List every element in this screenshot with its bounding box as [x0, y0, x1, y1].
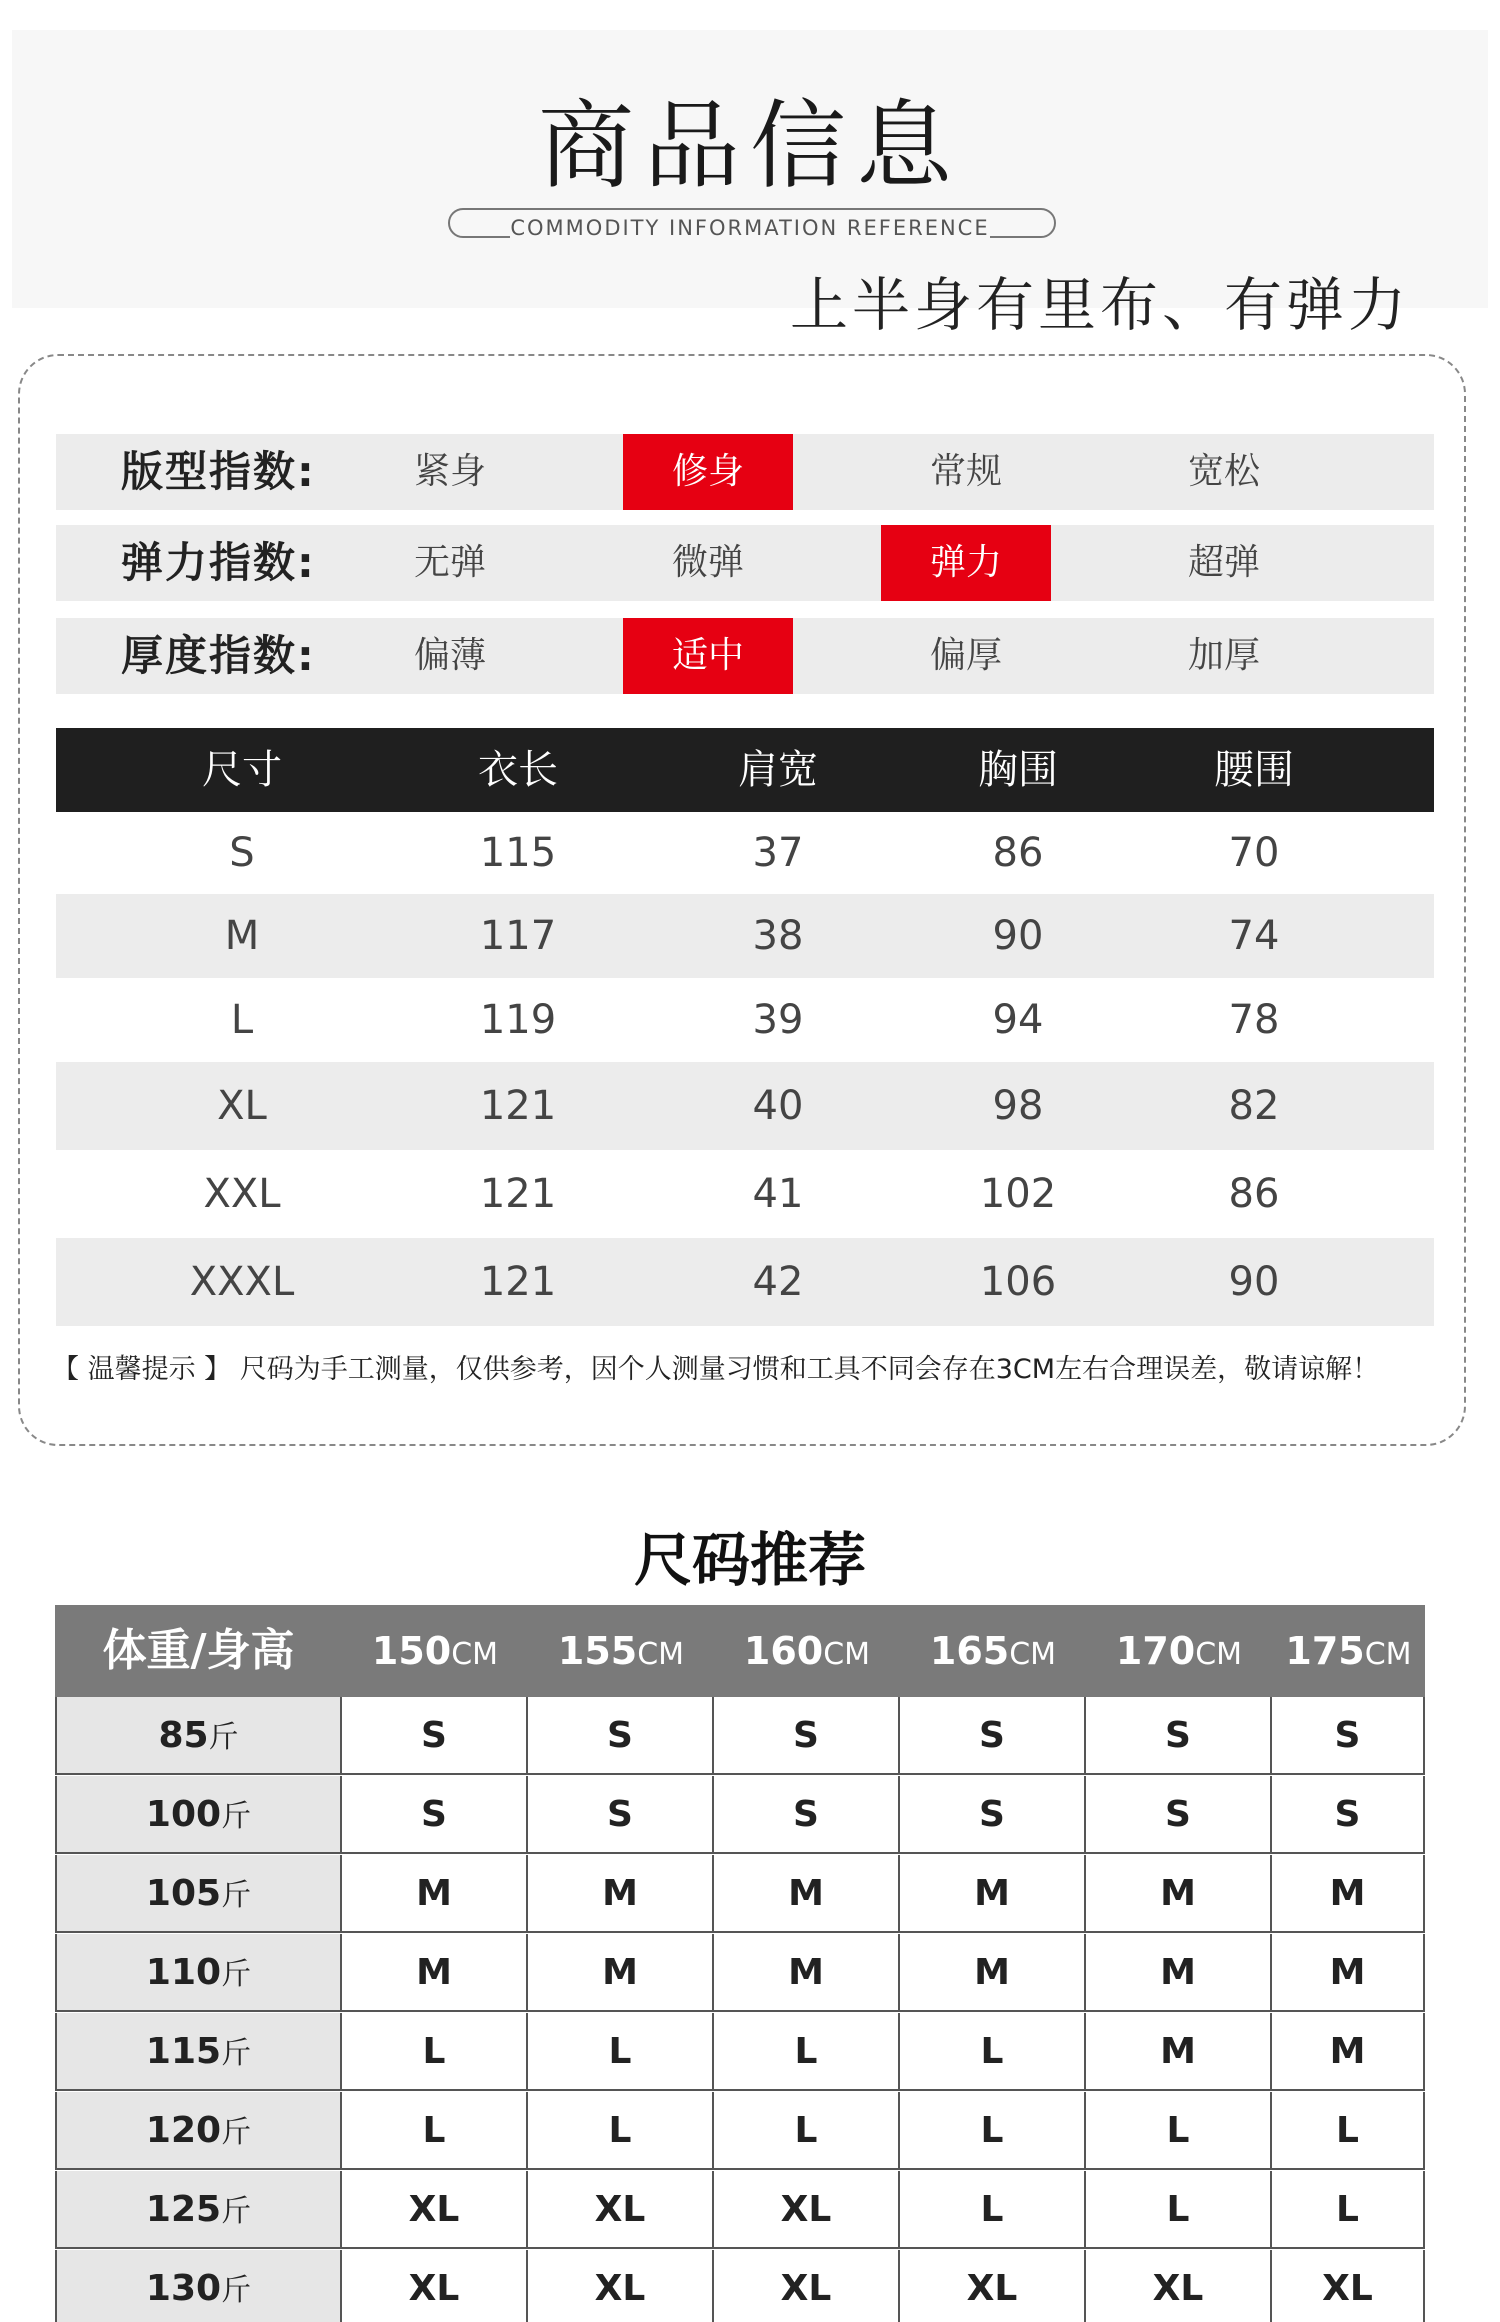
height-header [714, 1605, 900, 1697]
size-cell: XL [217, 1083, 267, 1129]
size-cell: 82 [1228, 1083, 1280, 1129]
recommend-size-cell: M [1272, 1855, 1425, 1933]
size-header-cell: 肩宽 [738, 747, 818, 793]
size-row [56, 1238, 1434, 1326]
height-unit: CM [1195, 1637, 1243, 1672]
size-cell: 117 [479, 913, 557, 959]
size-cell: 38 [752, 913, 804, 959]
recommend-size-cell: S [528, 1776, 714, 1854]
size-cell: M [224, 913, 260, 959]
index-option: 加厚 [1187, 635, 1260, 676]
recommend-size-cell: XL [714, 2250, 900, 2322]
weight-unit: 斤 [221, 2194, 252, 2229]
recommend-table [55, 1605, 1425, 2322]
index-option: 宽松 [1187, 451, 1260, 492]
size-cell: 90 [992, 913, 1044, 959]
feature-text: 上半身有里布、有弹力 [789, 271, 1410, 339]
size-cell: 86 [992, 830, 1044, 876]
index-option: 超弹 [1187, 542, 1260, 583]
weight-value: 100 [145, 1794, 222, 1835]
measurement-tip: 【 温馨提示 】 尺码为手工测量，仅供参考，因个人测量习惯和工具不同会存在3CM左右合理误差，敬请谅解！ [52, 1354, 1380, 1385]
weight-value: 110 [145, 1952, 222, 1993]
recommend-size-cell: L [528, 2092, 714, 2170]
recommend-size-cell: S [1086, 1776, 1272, 1854]
size-cell: 94 [992, 997, 1044, 1043]
size-cell: XXL [203, 1171, 281, 1217]
weight-value: 120 [145, 2110, 222, 2151]
size-header-cell: 尺寸 [202, 747, 282, 793]
weight-unit: 斤 [221, 1957, 252, 1992]
size-cell: 74 [1228, 913, 1280, 959]
size-cell: 121 [479, 1259, 557, 1305]
size-table-header [56, 728, 1434, 812]
recommend-row [55, 2092, 1425, 2170]
recommend-size-cell: M [1086, 1855, 1272, 1933]
index-option: 微弹 [671, 542, 744, 583]
size-cell: 70 [1228, 830, 1280, 876]
size-header-cell: 衣长 [478, 747, 558, 793]
recommend-size-cell: L [714, 2013, 900, 2091]
weight-value: 105 [145, 1873, 222, 1914]
height-value: 165 [929, 1629, 1010, 1673]
weight-value: 115 [145, 2031, 222, 2072]
weight-cell [55, 2013, 342, 2091]
recommend-row [55, 1934, 1425, 2012]
height-value: 150 [371, 1629, 452, 1673]
size-row [56, 1150, 1434, 1238]
size-header-cell: 胸围 [978, 747, 1058, 793]
height-unit: CM [451, 1637, 499, 1672]
recommend-corner-label: 体重/身高 [102, 1625, 295, 1676]
recommend-size-cell: L [1086, 2171, 1272, 2249]
weight-cell [55, 2092, 342, 2170]
recommend-size-cell: M [1272, 1934, 1425, 2012]
recommend-size-cell: S [342, 1776, 528, 1854]
page-subtitle: COMMODITY INFORMATION REFERENCE [510, 216, 990, 240]
recommend-size-cell: XL [1272, 2250, 1425, 2322]
recommend-size-cell: L [900, 2171, 1086, 2249]
size-cell: 90 [1228, 1259, 1280, 1305]
weight-value: 125 [145, 2189, 222, 2230]
recommend-row [55, 1776, 1425, 1854]
size-row [56, 812, 1434, 894]
recommend-size-cell: XL [342, 2250, 528, 2322]
index-option: 弹力 [881, 525, 1051, 601]
recommend-title: 尺码推荐 [633, 1526, 866, 1594]
height-value: 175 [1285, 1629, 1365, 1673]
index-option: 无弹 [413, 542, 486, 583]
recommend-size-cell: XL [714, 2171, 900, 2249]
weight-unit: 斤 [221, 2273, 252, 2308]
height-value: 160 [743, 1629, 824, 1673]
recommend-size-cell: S [714, 1776, 900, 1854]
recommend-size-cell: M [900, 1855, 1086, 1933]
recommend-size-cell: S [714, 1697, 900, 1775]
recommend-row [55, 2250, 1425, 2322]
size-cell: 86 [1228, 1171, 1280, 1217]
size-cell: 106 [979, 1259, 1057, 1305]
recommend-size-cell: L [900, 2092, 1086, 2170]
weight-cell [55, 2171, 342, 2249]
recommend-size-cell: M [342, 1934, 528, 2012]
index-label: 版型指数: [121, 447, 316, 496]
page-title: 商品信息 [538, 90, 962, 202]
subtitle-capsule [448, 208, 1060, 240]
weight-cell [55, 1855, 342, 1933]
weight-unit: 斤 [221, 1799, 252, 1834]
size-row [56, 1062, 1434, 1150]
recommend-size-cell: S [1086, 1697, 1272, 1775]
index-label: 弹力指数: [121, 538, 316, 587]
recommend-size-cell: M [528, 1855, 714, 1933]
height-value: 155 [557, 1629, 638, 1673]
size-cell: 39 [752, 997, 804, 1043]
size-cell: 37 [752, 830, 804, 876]
recommend-size-cell: L [528, 2013, 714, 2091]
recommend-size-cell: L [342, 2013, 528, 2091]
size-row [56, 978, 1434, 1062]
recommend-size-cell: M [900, 1934, 1086, 2012]
recommend-size-cell: S [528, 1697, 714, 1775]
height-header [900, 1605, 1086, 1697]
recommend-size-cell: M [714, 1934, 900, 2012]
weight-value: 85 [158, 1715, 209, 1756]
recommend-row [55, 1855, 1425, 1933]
weight-unit: 斤 [221, 2036, 252, 2071]
size-cell: 121 [479, 1083, 557, 1129]
recommend-size-cell: L [1086, 2092, 1272, 2170]
size-cell: 98 [992, 1083, 1044, 1129]
height-unit: CM [637, 1637, 685, 1672]
size-cell: 121 [479, 1171, 557, 1217]
index-option: 紧身 [413, 451, 486, 492]
size-cell: XXXL [189, 1259, 295, 1305]
size-header-cell: 腰围 [1214, 747, 1294, 793]
height-header [1086, 1605, 1272, 1697]
weight-unit: 斤 [208, 1720, 239, 1755]
recommend-size-cell: XL [528, 2171, 714, 2249]
height-unit: CM [1009, 1637, 1057, 1672]
height-unit: CM [1364, 1637, 1412, 1672]
weight-value: 130 [145, 2268, 222, 2309]
recommend-size-cell: XL [1086, 2250, 1272, 2322]
recommend-size-cell: S [900, 1697, 1086, 1775]
recommend-size-cell: S [1272, 1697, 1425, 1775]
size-cell: 115 [479, 830, 557, 876]
recommend-size-cell: L [900, 2013, 1086, 2091]
index-option: 偏厚 [929, 635, 1002, 676]
index-label: 厚度指数: [121, 631, 316, 680]
recommend-header [55, 1605, 1425, 1697]
size-cell: 42 [752, 1259, 804, 1305]
size-cell: 41 [752, 1171, 804, 1217]
index-option: 修身 [623, 434, 793, 510]
index-row [56, 525, 1434, 601]
index-option: 适中 [623, 618, 793, 694]
recommend-row [55, 2171, 1425, 2249]
weight-cell [55, 1697, 342, 1775]
recommend-size-cell: L [342, 2092, 528, 2170]
recommend-row [55, 1697, 1425, 1775]
recommend-size-cell: M [1272, 2013, 1425, 2091]
recommend-size-cell: L [1272, 2171, 1425, 2249]
weight-cell [55, 1776, 342, 1854]
weight-unit: 斤 [221, 2115, 252, 2150]
height-header [1272, 1605, 1425, 1697]
recommend-size-cell: XL [900, 2250, 1086, 2322]
weight-unit: 斤 [221, 1878, 252, 1913]
index-option: 偏薄 [413, 635, 486, 676]
recommend-size-cell: XL [528, 2250, 714, 2322]
recommend-size-cell: M [714, 1855, 900, 1933]
recommend-size-cell: M [1086, 1934, 1272, 2012]
weight-cell [55, 2250, 342, 2322]
height-value: 170 [1115, 1629, 1196, 1673]
height-header [342, 1605, 528, 1697]
size-cell: L [230, 997, 254, 1043]
size-cell: S [229, 830, 255, 876]
index-option: 常规 [929, 451, 1002, 492]
size-cell: 78 [1228, 997, 1280, 1043]
index-row [56, 618, 1434, 694]
recommend-size-cell: L [714, 2092, 900, 2170]
recommend-size-cell: M [342, 1855, 528, 1933]
size-cell: 40 [752, 1083, 804, 1129]
recommend-size-cell: S [900, 1776, 1086, 1854]
size-cell: 119 [479, 997, 557, 1043]
recommend-size-cell: M [528, 1934, 714, 2012]
recommend-row [55, 2013, 1425, 2091]
recommend-size-cell: S [342, 1697, 528, 1775]
weight-cell [55, 1934, 342, 2012]
recommend-size-cell: S [1272, 1776, 1425, 1854]
recommend-size-cell: M [1086, 2013, 1272, 2091]
recommend-size-cell: L [1272, 2092, 1425, 2170]
height-header [528, 1605, 714, 1697]
size-cell: 102 [979, 1171, 1057, 1217]
recommend-size-cell: XL [342, 2171, 528, 2249]
size-row [56, 894, 1434, 978]
height-unit: CM [823, 1637, 871, 1672]
index-row [56, 434, 1434, 510]
